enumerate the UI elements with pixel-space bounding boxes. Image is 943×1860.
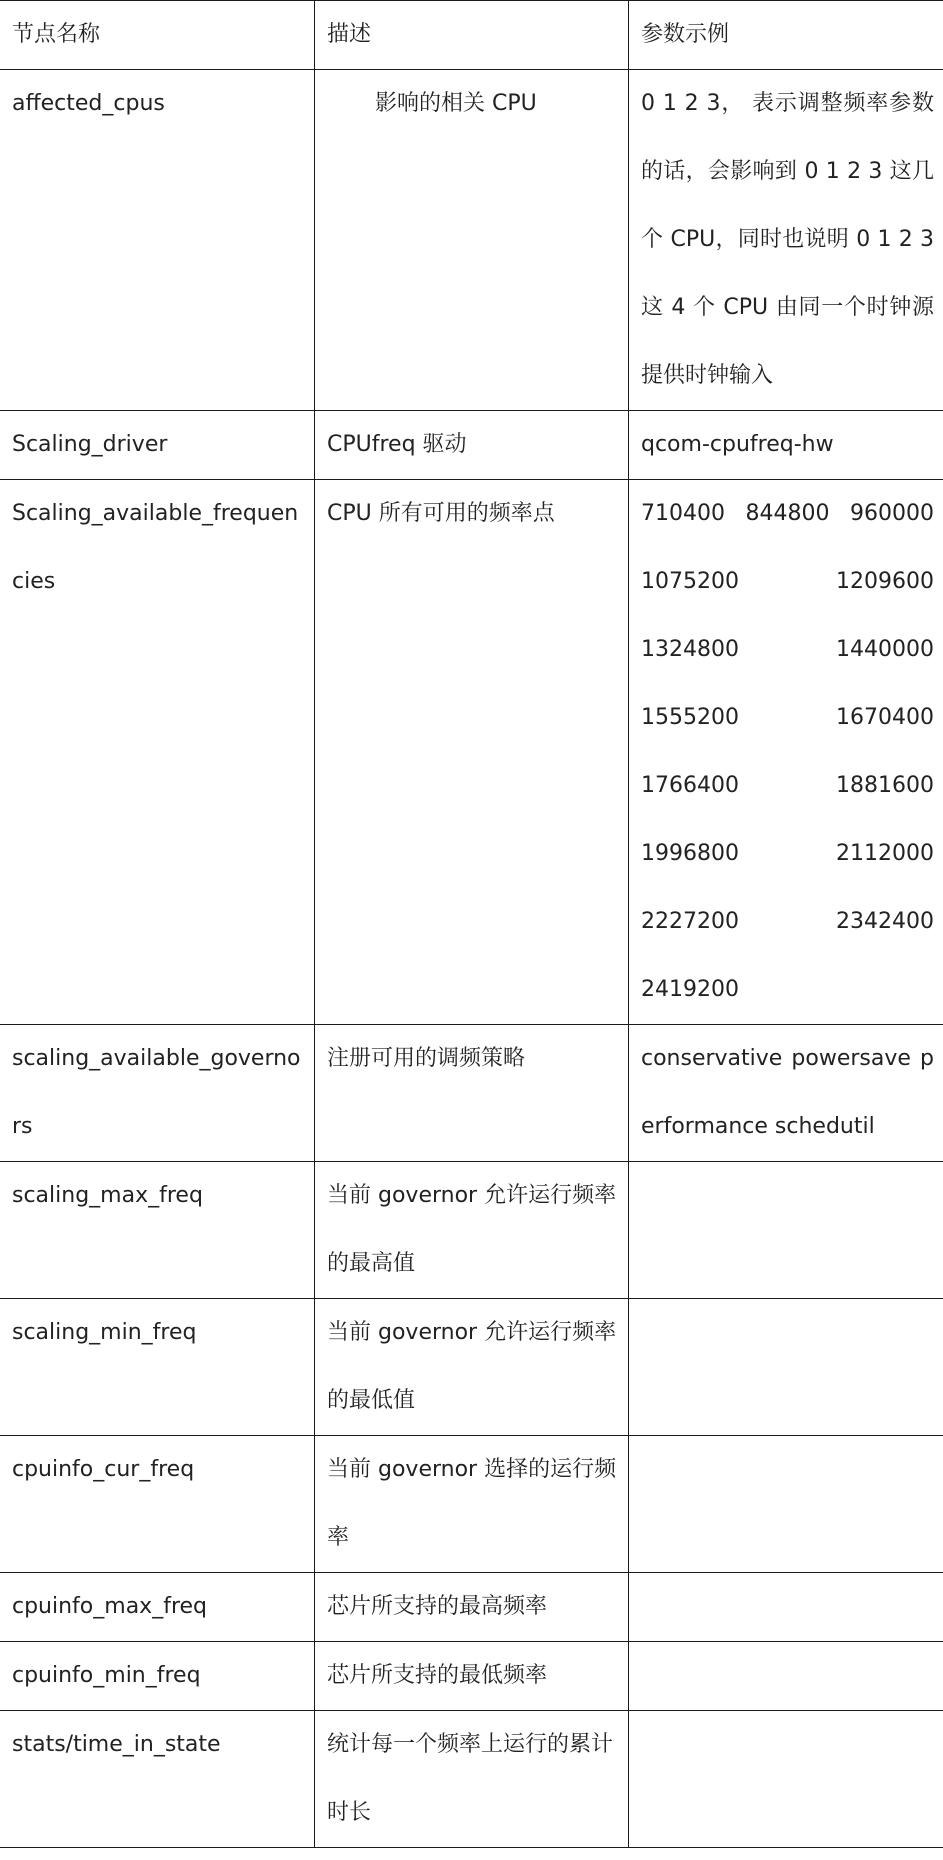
example-cell (629, 1436, 943, 1573)
table-row (0, 70, 943, 411)
description-cell: CPUfreq 驱动 (315, 411, 629, 480)
table-row (0, 411, 943, 480)
frequency-line (641, 616, 934, 684)
description-cell: 影响的相关 CPU (315, 70, 629, 411)
table-row (0, 1642, 943, 1711)
node-name-cell: affected_cpus (0, 70, 315, 411)
example-cell: 0 1 2 3， 表示调整频率参数的话，会影响到 0 1 2 3 这几个 CPU，同时也说明 0 1 2 3 这 4 个 CPU 由同一个时钟源提供时钟输入 (629, 70, 943, 411)
node-name-cell: scaling_available_governors (0, 1025, 315, 1162)
frequency-value: 1555200 (641, 705, 739, 730)
frequency-value: 1440000 (836, 637, 934, 662)
node-name-cell: Scaling_available_frequencies (0, 480, 315, 1025)
table-header-row (0, 1, 943, 70)
frequency-line (641, 752, 934, 820)
frequency-line (641, 480, 934, 548)
frequency-line (641, 548, 934, 616)
description-cell: 芯片所支持的最低频率 (315, 1642, 629, 1711)
example-cell: conservative powersave performance schedutil (629, 1025, 943, 1162)
description-cell: 当前 governor 选择的运行频率 (315, 1436, 629, 1573)
frequency-value: 2419200 (641, 977, 739, 1002)
example-cell (629, 1299, 943, 1436)
node-name-cell: cpuinfo_cur_freq (0, 1436, 315, 1573)
node-name-cell: Scaling_driver (0, 411, 315, 480)
table-row (0, 480, 943, 1025)
frequency-line (641, 888, 934, 956)
frequency-value: 2342400 (836, 909, 934, 934)
table-row (0, 1162, 943, 1299)
frequency-value: 1324800 (641, 637, 739, 662)
node-name-cell: scaling_min_freq (0, 1299, 315, 1436)
example-cell (629, 1711, 943, 1848)
node-name-cell: cpuinfo_min_freq (0, 1642, 315, 1711)
header-node-name: 节点名称 (0, 1, 315, 70)
frequency-value: 2112000 (836, 841, 934, 866)
frequency-value: 1766400 (641, 773, 739, 798)
example-cell (629, 1162, 943, 1299)
example-cell (629, 1642, 943, 1711)
table-row (0, 1436, 943, 1573)
example-cell: qcom-cpufreq-hw (629, 411, 943, 480)
frequency-line (641, 684, 934, 752)
frequency-value: 960000 (850, 501, 934, 526)
frequency-line (641, 956, 934, 1024)
description-cell: 芯片所支持的最高频率 (315, 1573, 629, 1642)
frequency-value: 1996800 (641, 841, 739, 866)
node-name-cell: scaling_max_freq (0, 1162, 315, 1299)
node-name-cell: stats/time_in_state (0, 1711, 315, 1848)
node-name-cell: cpuinfo_max_freq (0, 1573, 315, 1642)
header-example: 参数示例 (629, 1, 943, 70)
description-cell: 当前 governor 允许运行频率的最高值 (315, 1162, 629, 1299)
table-row (0, 1573, 943, 1642)
frequency-line (641, 820, 934, 888)
description-cell: 当前 governor 允许运行频率的最低值 (315, 1299, 629, 1436)
table-row (0, 1299, 943, 1436)
frequency-value: 710400 (641, 501, 725, 526)
description-cell: 注册可用的调频策略 (315, 1025, 629, 1162)
description-cell: 统计每一个频率上运行的累计时长 (315, 1711, 629, 1848)
example-cell (629, 1573, 943, 1642)
header-description: 描述 (315, 1, 629, 70)
frequency-value: 1881600 (836, 773, 934, 798)
frequency-value: 1075200 (641, 569, 739, 594)
example-cell (629, 480, 943, 1025)
frequency-value: 844800 (745, 501, 830, 526)
frequency-value: 2227200 (641, 909, 739, 934)
frequency-value: 1670400 (836, 705, 934, 730)
table-row (0, 1025, 943, 1162)
table-row (0, 1711, 943, 1848)
description-cell: CPU 所有可用的频率点 (315, 480, 629, 1025)
frequency-value: 1209600 (836, 569, 934, 594)
